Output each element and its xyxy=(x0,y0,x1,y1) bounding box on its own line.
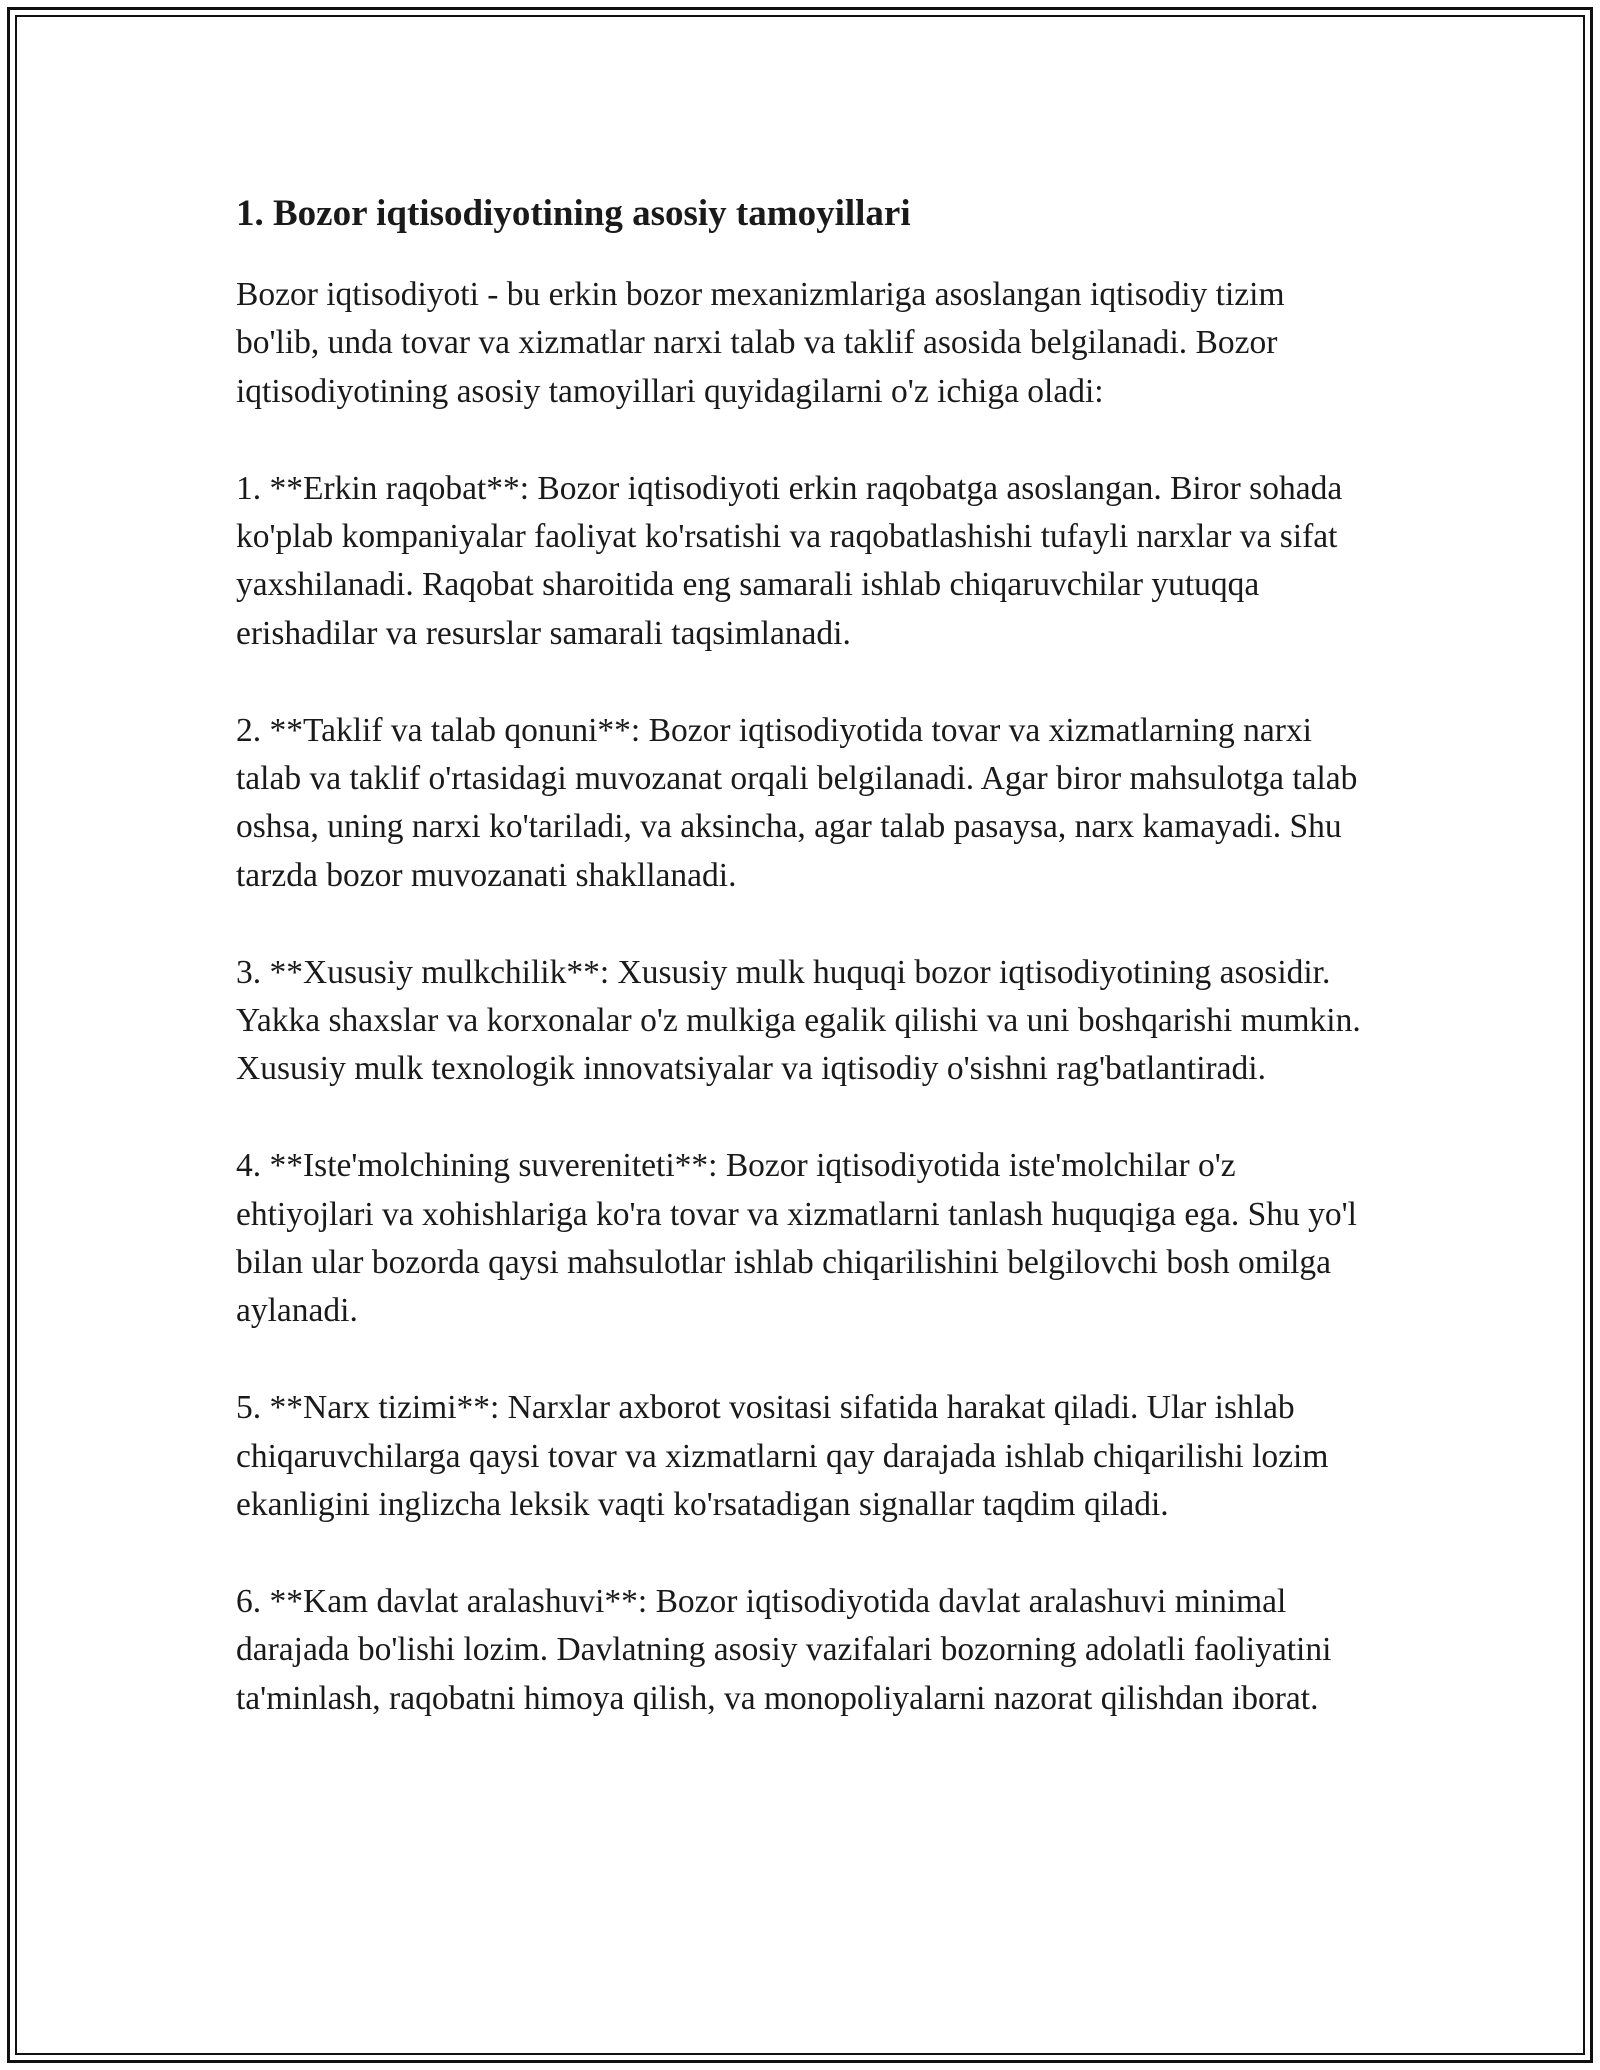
principle-paragraph-1: 1. **Erkin raqobat**: Bozor iqtisodiyoti erkin raqobatga asoslangan. Biror sohada ko'plab kompaniyalar faoliyat ko'rsatishi va raqobatlashishi tufayli narxlar va sifat yaxshilanadi. Raqobat sharoitida eng samarali ishlab chiqaruvchilar yutuqqa erishadilar va resurslar samarali taqsimlanadi. xyxy=(236,469,1343,652)
principle-paragraph-4: 4. **Iste'molchining suvereniteti**: Bozor iqtisodiyotida iste'molchilar o'z ehtiyojlari va xohishlariga ko'ra tovar va xizmatlarni tanlash huquqiga ega. Shu yo'l bilan ular bozorda qaysi mahsulotlar ishlab chiqarilishini belgilovchi bosh omilga aylanadi. xyxy=(236,1147,1357,1330)
principle-paragraph-5: 5. **Narx tizimi**: Narxlar axborot vositasi sifatida harakat qiladi. Ular ishlab chiqaruvchilarga qaysi tovar va xizmatlarni qay darajada ishlab chiqarilishi lozim ekanligini inglizcha leksik vaqti ko'rsatadigan signallar taqdim qiladi. xyxy=(236,1389,1329,1524)
principle-paragraph-6: 6. **Kam davlat aralashuvi**: Bozor iqtisodiyotida davlat aralashuvi minimal darajada bo'lishi lozim. Davlatning asosiy vazifalari bozorning adolatli faoliyatini ta'minlash, raqobatni himoya qilish, va monopoliyalarni nazorat qilishdan iborat. xyxy=(236,1582,1332,1717)
document-title: 1. Bozor iqtisodiyotining asosiy tamoyillari xyxy=(236,193,911,234)
principle-paragraph-3: 3. **Xususiy mulkchilik**: Xususiy mulk huquqi bozor iqtisodiyotining asosidir. Yakka shaxslar va korxonalar o'z mulkiga egalik qilishi va uni boshqarishi mumkin. Xususiy mulk texnologik innovatsiyalar va iqtisodiy o'sishni rag'batlantiradi. xyxy=(236,953,1361,1088)
principle-paragraph-2: 2. **Taklif va talab qonuni**: Bozor iqtisodiyotida tovar va xizmatlarning narxi talab va taklif o'rtasidagi muvozanat orqali belgilanadi. Agar biror mahsulotga talab oshsa, uning narxi ko'tariladi, va aksincha, agar talab pasaysa, narx kamayadi. Shu tarzda bozor muvozanati shakllanadi. xyxy=(236,711,1358,894)
intro-paragraph: Bozor iqtisodiyoti - bu erkin bozor mexanizmlariga asoslangan iqtisodiy tizim bo'lib, unda tovar va xizmatlar narxi talab va taklif asosida belgilanadi. Bozor iqtisodiyotining asosiy tamoyillari quyidagilarni o'z ichiga oladi: xyxy=(236,276,1285,410)
document-body xyxy=(236,185,1376,1771)
